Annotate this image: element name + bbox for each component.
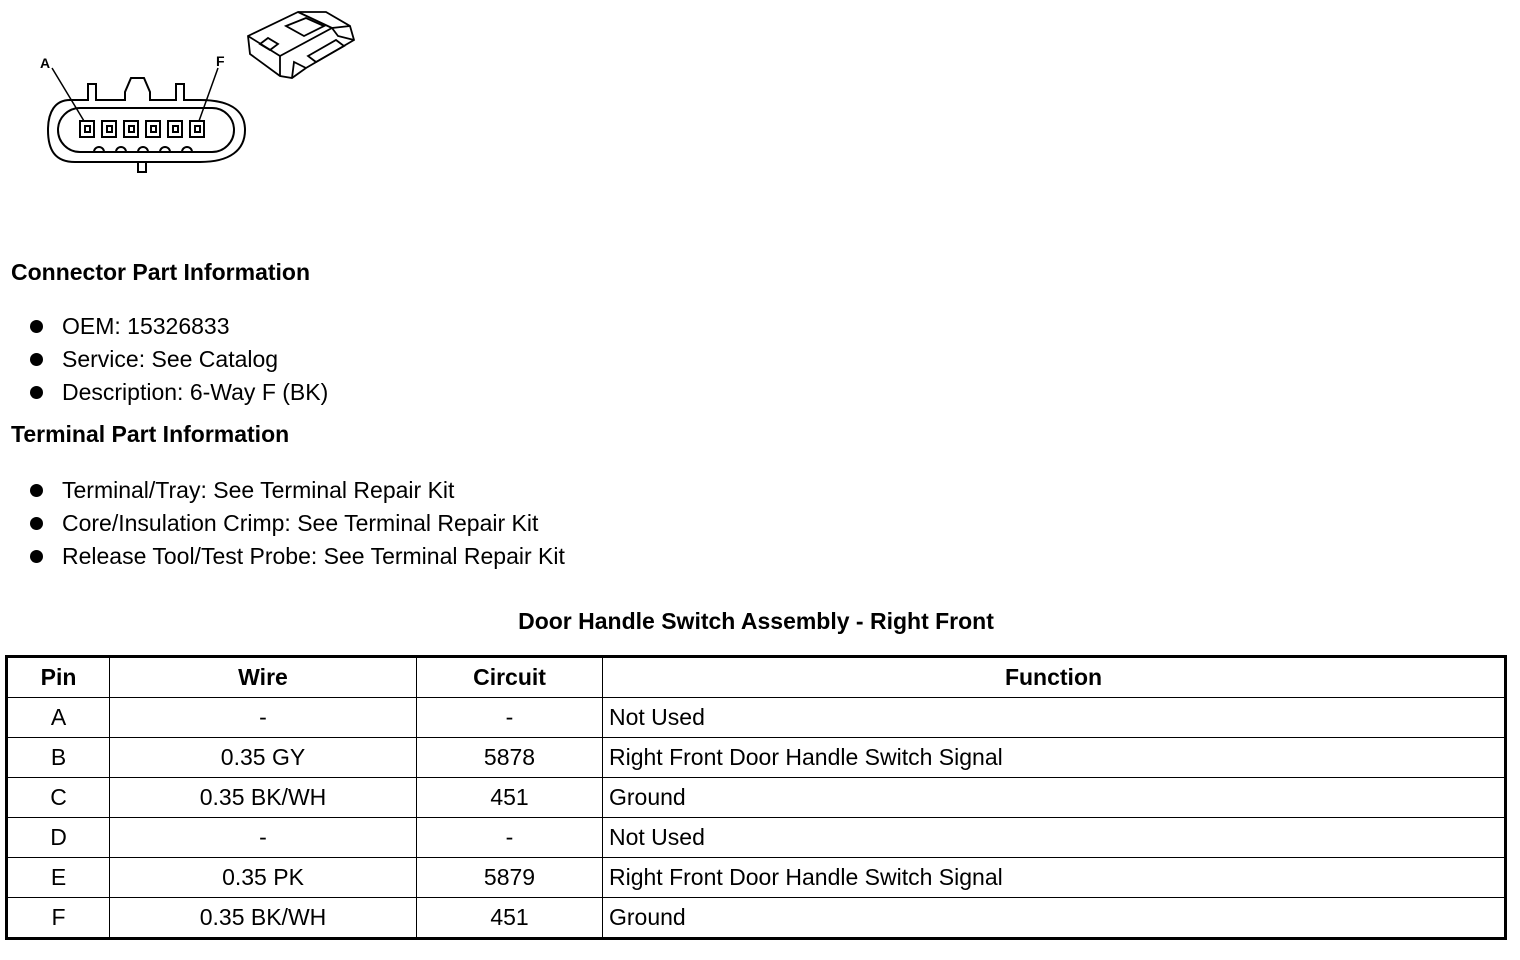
table-row xyxy=(7,738,1506,778)
pin-label-f: F xyxy=(216,53,225,69)
function-cell: Ground xyxy=(603,778,1506,818)
pinout-table xyxy=(5,655,1507,940)
table-title: Door Handle Switch Assembly - Right Front xyxy=(518,608,994,634)
pin-cell: D xyxy=(7,818,110,858)
wire-cell: 0.35 BK/WH xyxy=(110,778,417,818)
function-cell: Right Front Door Handle Switch Signal xyxy=(603,858,1506,898)
wire-cell: - xyxy=(110,818,417,858)
connector-info-list xyxy=(0,310,328,409)
column-header-pin: Pin xyxy=(7,657,110,698)
circuit-cell: 5879 xyxy=(417,858,603,898)
list-item: Terminal/Tray: See Terminal Repair Kit xyxy=(0,474,565,507)
circuit-cell: 451 xyxy=(417,778,603,818)
pin-cell: E xyxy=(7,858,110,898)
circuit-cell: - xyxy=(417,698,603,738)
function-cell: Not Used xyxy=(603,698,1506,738)
pin-cell: A xyxy=(7,698,110,738)
list-item: Description: 6-Way F (BK) xyxy=(0,376,328,409)
list-item: Core/Insulation Crimp: See Terminal Repair Kit xyxy=(0,507,565,540)
bullet-icon xyxy=(30,517,43,530)
table-header-row xyxy=(7,657,1506,698)
column-header-wire: Wire xyxy=(110,657,417,698)
table-row xyxy=(7,858,1506,898)
function-cell: Not Used xyxy=(603,818,1506,858)
pin-cell: B xyxy=(7,738,110,778)
circuit-cell: 5878 xyxy=(417,738,603,778)
connector-info-title: Connector Part Information xyxy=(11,259,311,285)
bullet-icon xyxy=(30,353,43,366)
function-cell: Right Front Door Handle Switch Signal xyxy=(603,738,1506,778)
column-header-circuit: Circuit xyxy=(417,657,603,698)
terminal-info-list xyxy=(0,474,565,573)
table-row xyxy=(7,898,1506,939)
bullet-icon xyxy=(30,550,43,563)
circuit-cell: 451 xyxy=(417,898,603,939)
terminal-info-title: Terminal Part Information xyxy=(11,421,290,447)
list-item: Release Tool/Test Probe: See Terminal Repair Kit xyxy=(0,540,565,573)
function-cell: Ground xyxy=(603,898,1506,939)
circuit-cell: - xyxy=(417,818,603,858)
bullet-icon xyxy=(30,386,43,399)
column-header-function: Function xyxy=(603,657,1506,698)
pin-label-a: A xyxy=(40,55,51,71)
table-row xyxy=(7,778,1506,818)
bullet-icon xyxy=(30,320,43,333)
wire-cell: 0.35 PK xyxy=(110,858,417,898)
table-row xyxy=(7,818,1506,858)
wire-cell: 0.35 BK/WH xyxy=(110,898,417,939)
list-item: OEM: 15326833 xyxy=(0,310,328,343)
pin-cell: F xyxy=(7,898,110,939)
table-row xyxy=(7,698,1506,738)
bullet-icon xyxy=(30,484,43,497)
wire-cell: 0.35 GY xyxy=(110,738,417,778)
list-item: Service: See Catalog xyxy=(0,343,328,376)
pin-cell: C xyxy=(7,778,110,818)
wire-cell: - xyxy=(110,698,417,738)
connector-diagram xyxy=(30,2,370,182)
